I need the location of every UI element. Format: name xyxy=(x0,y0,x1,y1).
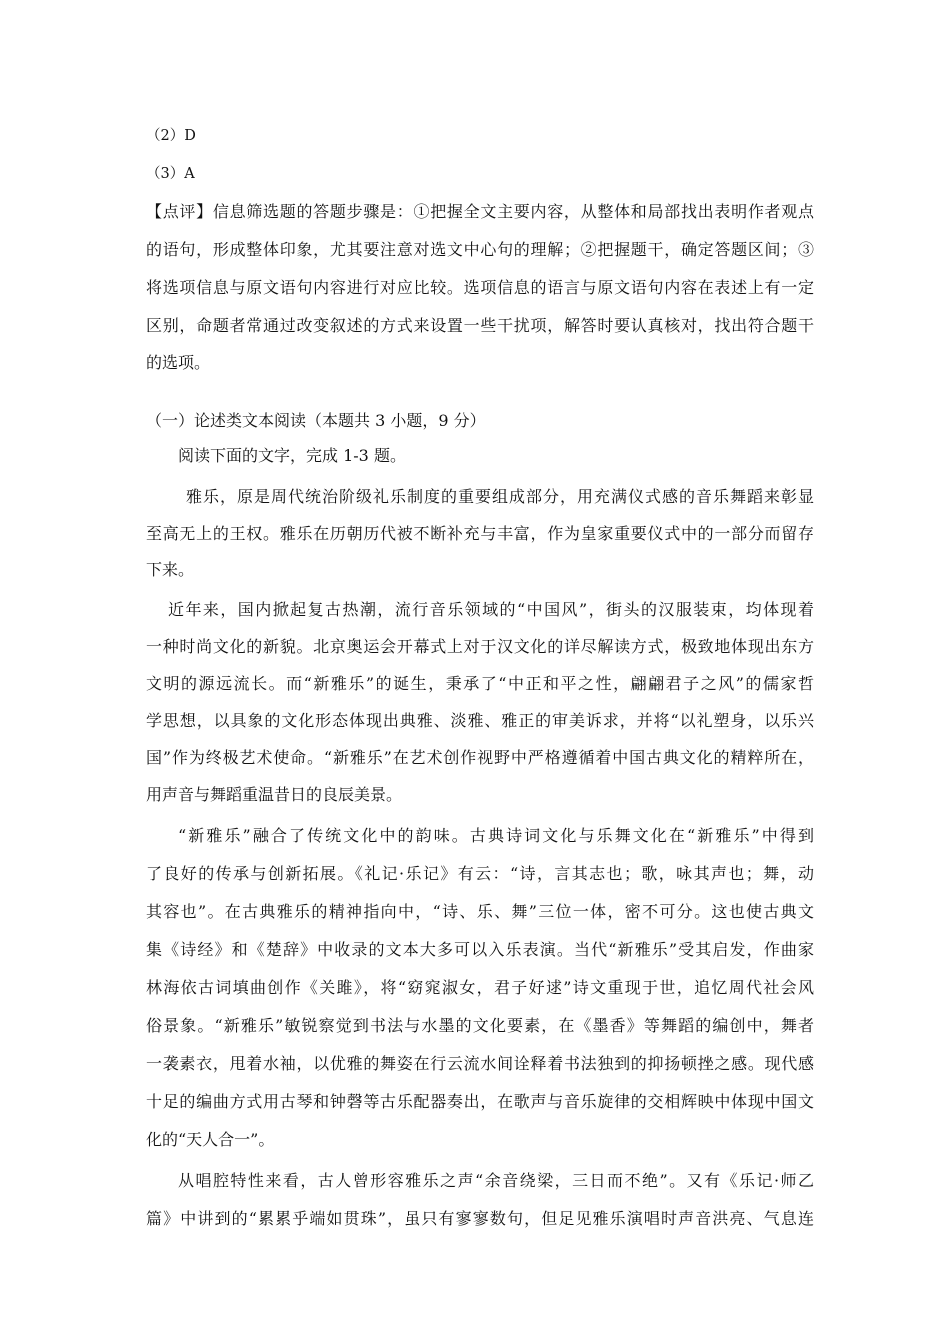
paragraph-line: 十足的编曲方式用古琴和钟磬等古乐配器奏出，在歌声与音乐旋律的交相辉映中体现中国文 xyxy=(146,1092,814,1111)
comment-line: 的选项。 xyxy=(146,353,211,372)
section-instruction: 阅读下面的文字，完成 1-3 题。 xyxy=(178,446,406,465)
paragraph-line: 雅乐，原是周代统治阶级礼乐制度的重要组成部分，用充满仪式感的音乐舞蹈来彰显 xyxy=(186,487,814,506)
comment-tag: 【点评】 xyxy=(146,202,213,221)
paragraph-line: 其容也”。在古典雅乐的精神指向中，“诗、乐、舞”三位一体，密不可分。这也使古典文 xyxy=(146,902,814,921)
paragraph-line: 俗景象。“新雅乐”敏锐察觉到书法与水墨的文化要素，在《墨香》等舞蹈的编创中，舞者 xyxy=(146,1016,814,1035)
paragraph-line: “新雅乐”融合了传统文化中的韵味。古典诗词文化与乐舞文化在“新雅乐”中得到 xyxy=(178,826,814,845)
paragraph-line: 篇》中讲到的“累累乎端如贯珠”，虽只有寥寥数句，但足见雅乐演唱时声音洪亮、气息连 xyxy=(146,1209,814,1228)
comment-line: 将选项信息与原文语句内容进行对应比较。选项信息的语言与原文语句内容在表述上有一定 xyxy=(146,278,814,297)
paragraph-line: 国”作为终极艺术使命。“新雅乐”在艺术创作视野中严格遵循着中国古典文化的精粹所在， xyxy=(146,748,814,767)
paragraph-line: 林海依古词填曲创作《关雎》，将“窈窕淑女，君子好逑”诗文重现于世，追忆周代社会风 xyxy=(146,978,814,997)
paragraph-line: 下来。 xyxy=(146,560,195,579)
paragraph-line: 近年来，国内掀起复古热潮，流行音乐领域的“中国风”，街头的汉服装束，均体现着 xyxy=(168,600,814,619)
comment-line: 【点评】信息筛选题的答题步骤是：①把握全文主要内容，从整体和局部找出表明作者观点 xyxy=(146,202,814,221)
paragraph-line: 一种时尚文化的新貌。北京奥运会开幕式上对于汉文化的详尽解读方式，极致地体现出东方 xyxy=(146,637,814,656)
paragraph-line: 文明的源远流长。而“新雅乐”的诞生，秉承了“中正和平之性，翩翩君子之风”的儒家哲 xyxy=(146,674,814,693)
section-heading: （一）论述类文本阅读（本题共 3 小题，9 分） xyxy=(146,411,486,430)
paragraph-line: 集《诗经》和《楚辞》中收录的文本大多可以入乐表演。当代“新雅乐”受其启发，作曲家 xyxy=(146,940,814,959)
paragraph-line: 从唱腔特性来看，古人曾形容雅乐之声“余音绕梁，三日而不绝”。又有《乐记·师乙 xyxy=(178,1171,814,1190)
paragraph-line: 了良好的传承与创新拓展。《礼记·乐记》有云：“诗，言其志也；歌，咏其声也；舞，动 xyxy=(146,864,814,883)
paragraph-line: 学思想，以具象的文化形态体现出典雅、淡雅、雅正的审美诉求，并将“以礼塑身，以乐兴 xyxy=(146,711,814,730)
paragraph-line: 至高无上的王权。雅乐在历朝历代被不断补充与丰富，作为皇家重要仪式中的一部分而留存 xyxy=(146,524,814,543)
answer-3: （3）A xyxy=(146,166,195,182)
comment-line: 的语句，形成整体印象，尤其要注意对选文中心句的理解；②把握题干，确定答题区间；③ xyxy=(146,240,814,259)
paragraph-line: 用声音与舞蹈重温昔日的良辰美景。 xyxy=(146,785,403,804)
paragraph-line: 化的“天人合一”。 xyxy=(146,1130,275,1149)
comment-line: 区别，命题者常通过改变叙述的方式来设置一些干扰项，解答时要认真核对，找出符合题干 xyxy=(146,316,814,335)
answer-2: （2）D xyxy=(146,128,196,144)
paragraph-line: 一袭素衣，甩着水袖，以优雅的舞姿在行云流水间诠释着书法独到的抑扬顿挫之感。现代感 xyxy=(146,1054,814,1073)
